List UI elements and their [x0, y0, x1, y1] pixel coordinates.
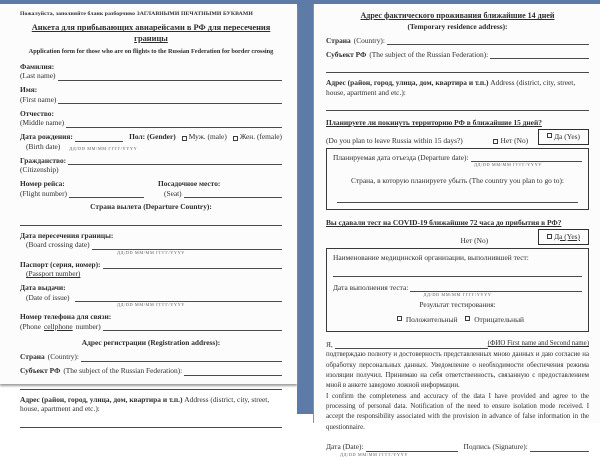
field-citizenship — [20, 156, 282, 175]
passport-blank-line — [103, 261, 282, 269]
leave-no-label: Нет (No) — [500, 135, 529, 145]
leave-question-answers — [326, 129, 589, 145]
label-citizenship-ru: Гражданство: — [20, 155, 67, 165]
form-page-1 — [0, 4, 297, 414]
form-page-2 — [313, 4, 600, 457]
go-country-label: Страна, в которую планируете убыть (The country you plan to go to): — [351, 175, 564, 185]
test-date-blank-line — [410, 284, 582, 292]
reg-address-blank-line — [20, 420, 282, 428]
leave-no-checkbox — [493, 139, 498, 144]
test-date-format-hint: ДД/DD ММ/MM ГГГГ/YYYY — [423, 292, 492, 298]
leave-yes-checkbox — [547, 133, 552, 138]
result-positive-label: Положительный — [405, 315, 458, 325]
label-seat-en: (Seat) — [164, 188, 182, 198]
seat-blank-line — [184, 190, 282, 198]
date-blank-line — [366, 444, 458, 452]
res-subject-blank-line-2 — [326, 65, 589, 73]
declaration-prefix: Я, — [326, 339, 333, 349]
res-country-blank-line — [387, 37, 589, 45]
label-res-address — [326, 78, 589, 97]
label-birth-date-en: (Birth date) — [26, 141, 61, 151]
border-date-blank-line — [92, 242, 282, 250]
label-reg-subject-ru: Субъект РФ — [20, 366, 61, 376]
declaration-name-blank-line — [335, 341, 488, 349]
label-reg-address-en: Address (district, city, street, house, apartment and etc.): — [20, 394, 270, 414]
field-issue-date — [20, 283, 282, 307]
label-reg-address-ru: Адрес (район, город, улица, дом, квартира и т.п.) — [20, 394, 183, 404]
label-border-date-en: (Board crossing date) — [26, 240, 90, 250]
departure-details-box — [326, 148, 589, 210]
departure-date-label: Планируемая дата отъезда (Departure date): — [333, 153, 469, 163]
test-date-label: Дата выполнения теста: — [333, 282, 409, 292]
birth-date-format-hint: ДД/DD ММ/MM ГГГГ/YYYY — [69, 145, 138, 151]
declaration — [326, 340, 589, 433]
field-first-name — [20, 85, 282, 104]
field-flight-number — [20, 179, 144, 198]
signature-label: Подпись (Signature): — [463, 442, 528, 452]
result-negative-checkbox — [465, 316, 470, 321]
declaration-fio-label: (ФИО First name and Second name) — [487, 340, 589, 348]
field-flight-seat — [20, 179, 282, 198]
issue-date-blank-line — [75, 294, 282, 302]
label-reg-address — [20, 395, 282, 414]
field-border-crossing-date — [20, 231, 282, 255]
first-name-blank-line — [58, 96, 282, 104]
field-res-subject-rf — [326, 50, 589, 73]
covid-no-label: Нет (No) — [460, 235, 489, 245]
label-middle-name-ru: Отчество: — [20, 108, 54, 118]
label-passport-ru: Паспорт (серия, номер): — [20, 259, 101, 269]
field-passport — [20, 260, 282, 279]
phone-blank-line — [103, 323, 282, 331]
result-label: Результат тестирования: — [419, 299, 496, 309]
result-options — [333, 315, 582, 324]
label-res-country-ru: Страна — [326, 35, 351, 45]
residence-title-en: (Temporary residence address): — [407, 22, 508, 32]
med-org-blank-line — [333, 269, 582, 277]
form-title-en: Application form for those who are on flights to the Russian Federation for border crossing — [28, 47, 274, 55]
label-reg-subject-en: (The subject of the Russian Federation): — [63, 366, 183, 376]
go-country-blank-line — [337, 195, 578, 203]
label-reg-country-ru: Страна — [20, 352, 45, 362]
issue-date-format-hint: ДД/DD ММ/MM ГГГГ/YYYY — [116, 302, 186, 308]
label-border-date-ru: Дата пересечения границы: — [20, 230, 114, 240]
birth-date-blank-line — [75, 134, 123, 142]
field-res-address — [326, 78, 589, 111]
label-flight-ru: Номер рейса: — [20, 179, 65, 189]
reg-subject-blank-line-2 — [20, 382, 282, 390]
med-org-label: Наименование медицинской организации, выполнившей тест: — [333, 253, 529, 263]
page-gap-strip — [297, 0, 313, 414]
field-reg-subject-rf — [20, 366, 282, 389]
label-departure-country: Страна вылета (Departure Country): — [90, 202, 212, 212]
covid-yes-option-box — [538, 229, 589, 245]
label-passport-en: (Passport number) — [26, 269, 81, 279]
res-subject-blank-line — [490, 51, 589, 59]
departure-date-format-hint: ДД/DD ММ/MM ГГГГ/YYYY — [473, 162, 542, 168]
fill-instruction: Пожалуйста, заполняйте бланк разборчиво ЗАГЛАВНЫМИ ПЕЧАТНЫМИ БУКВАМИ — [20, 11, 253, 17]
date-format-hint: ДД/DD ММ/MM ГГГГ/YYYY — [340, 451, 409, 457]
label-phone-en-post: number) — [75, 321, 101, 331]
label-gender-male: Муж. (male) — [188, 132, 227, 142]
field-last-name — [20, 62, 282, 81]
field-reg-country — [20, 352, 282, 361]
covid-yes-label: Да (Yes) — [554, 231, 580, 241]
declaration-text-en: I confirm the completeness and accuracy of the data I have provided and agree to the processing of personal data. Notification of the need to ensure isolation mode received. I accept the responsibility associated with the provision in advance of false information in the questionnaire. — [326, 392, 589, 431]
covid-yes-checkbox — [547, 234, 552, 239]
departure-date-blank-line — [471, 154, 582, 162]
form-title-ru: Анкета для прибывающих авиарейсами в РФ для пересечения границы — [31, 23, 271, 44]
label-birth-date-ru: Дата рождения: — [20, 132, 73, 142]
result-negative-label: Отрицательный — [474, 315, 524, 325]
covid-question-answers — [326, 229, 589, 245]
registration-address-heading: Адрес регистрации (Registration address): — [81, 338, 221, 348]
field-seat — [158, 179, 282, 198]
leave-yes-label: Да (Yes) — [554, 131, 580, 141]
label-middle-name-en: (Middle name) — [20, 118, 65, 128]
female-checkbox — [233, 136, 238, 141]
label-last-name-ru: Фамилия: — [20, 61, 55, 71]
border-date-format-hint: ДД/DD ММ/MM ГГГГ/YYYY — [116, 249, 186, 255]
declaration-text-ru: подтверждаю полноту и достоверность представленных мною данных и даю согласие на обработку персональных данных. Уведомление о необходимости обеспечения режима изоляции получил. Принимаю на себя ответственность, связанную с предоставлением мной в анкете заведомо ложной информации. — [326, 351, 589, 390]
date-signature-row — [326, 442, 589, 457]
res-address-blank-line — [326, 103, 589, 111]
result-positive-checkbox — [397, 316, 402, 321]
label-issue-date-ru: Дата выдачи: — [20, 283, 66, 293]
leave-question-en: (Do you plan to leave Russia within 15 days?) — [326, 135, 463, 145]
label-first-name-ru: Имя: — [20, 85, 38, 95]
label-first-name-en: (First name) — [20, 94, 57, 104]
departure-country-blank-line — [20, 218, 282, 226]
field-res-country — [326, 36, 589, 45]
label-reg-country-en: (Country): — [47, 352, 79, 362]
field-phone — [20, 312, 282, 331]
male-checkbox — [182, 136, 187, 141]
label-flight-en: (Flight number) — [20, 188, 68, 198]
label-seat-ru: Посадочное место: — [158, 179, 221, 189]
label-res-address-ru: Адрес (район, город, улица, дом, квартира и т.п.) — [326, 78, 489, 88]
label-gender-female: Жен. (female) — [239, 132, 282, 142]
covid-question: Вы сдавали тест на COVID-19 ближайшие 72 часа до прибытия в РФ? — [326, 218, 562, 228]
label-gender: Пол: (Gender) — [129, 132, 176, 142]
field-departure-country — [20, 202, 282, 225]
label-res-country-en: (Country): — [353, 35, 385, 45]
covid-test-details-box — [326, 248, 589, 331]
label-last-name-en: (Last name) — [20, 71, 56, 81]
label-res-subject-ru: Субъект РФ — [326, 49, 367, 59]
reg-country-blank-line — [81, 354, 282, 362]
field-birth-date-gender — [20, 132, 282, 151]
date-label: Дата (Date): — [326, 442, 364, 452]
label-res-address-en: Address (district, city, street, house, apartment and etc.): — [326, 78, 576, 97]
label-citizenship-en: (Citizenship) — [20, 165, 59, 175]
last-name-blank-line — [58, 73, 283, 81]
middle-name-blank-line — [66, 120, 282, 128]
field-middle-name — [20, 109, 282, 128]
flight-blank-line — [69, 190, 144, 198]
label-phone-en-pre: (Phone — [20, 321, 41, 331]
label-phone-ru: Номер телефона для связи: — [20, 312, 112, 322]
leave-yes-option-box — [538, 129, 589, 145]
citizenship-blank-line — [68, 157, 282, 165]
residence-title-ru: Адрес фактического проживания ближайшие 14 дней — [360, 11, 555, 20]
signature-blank-line — [530, 444, 589, 452]
label-issue-date-en: (Date of issue) — [26, 292, 70, 302]
label-phone-en-cellphone: cellphone — [43, 321, 73, 331]
label-res-subject-en: (The subject of the Russian Federation): — [369, 49, 489, 59]
leave-question-ru: Планируете ли покинуть территорию РФ в ближайшие 15 дней? — [326, 118, 542, 128]
reg-subject-blank-line — [184, 368, 282, 376]
